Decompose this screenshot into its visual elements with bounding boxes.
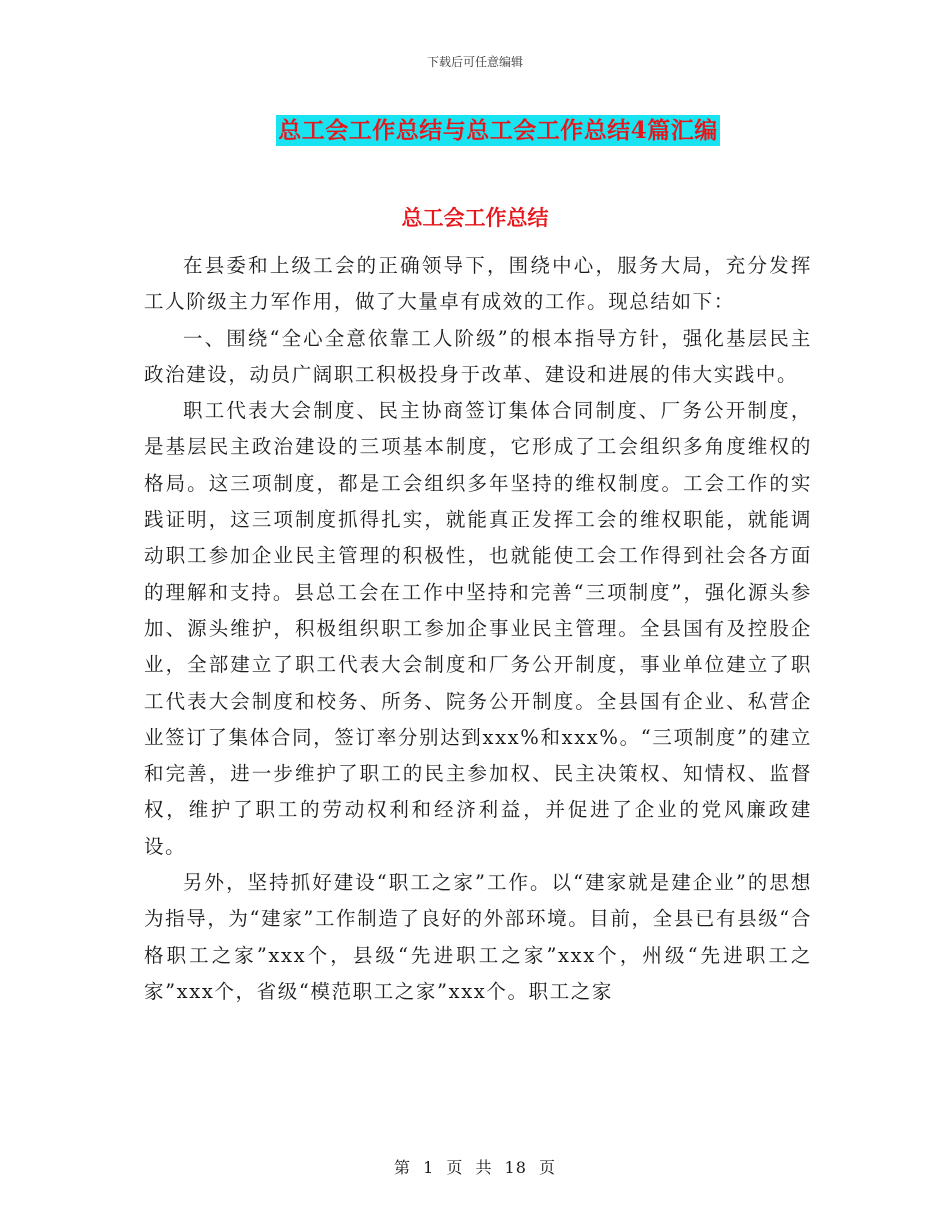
- document-title: [0, 112, 950, 145]
- page-footer: 第 1 页 共 18 页: [394, 1158, 556, 1177]
- paragraph-workers-home: 另外，坚持抓好建设“职工之家”工作。以“建家就是建企业”的思想为指导，为“建家”工作制造了良好的外部环境。目前，全县已有县级“合格职工之家”xxx个，县级“先进职工之家”xxx个，州级“先进职工之家”xxx个，省级“模范职工之家”xxx个。职工之家: [144, 871, 812, 1003]
- section-title: 总工会工作总结: [401, 205, 549, 230]
- document-body: [144, 248, 812, 1010]
- header-note: 下载后可任意编辑: [426, 55, 523, 69]
- paragraph-section-one: 一、围绕“全心全意依靠工人阶级”的根本指导方针，强化基层民主政治建设，动员广阔职工积极投身于改革、建设和进展的伟大实践中。: [144, 326, 812, 386]
- paragraph-three-systems: 职工代表大会制度、民主协商签订集体合同制度、厂务公开制度，是基层民主政治建设的三项基本制度，它形成了工会组织多角度维权的格局。这三项制度，都是工会组织多年坚持的维权制度。工会工作的实践证明，这三项制度抓得扎实，就能真正发挥工会的维权职能，就能调动职工参加企业民主管理的积极性，也就能使工会工作得到社会各方面的理解和支持。县总工会在工作中坚持和完善“三项制度”，强化源头参加、源头维护，积极组织职工参加企事业民主管理。全县国有及控股企业，全部建立了职工代表大会制度和厂务公开制度，事业单位建立了职工代表大会制度和校务、所务、院务公开制度。全县国有企业、私营企业签订了集体合同，签订率分别达到xxx%和xxx%。“三项制度”的建立和完善，进一步维护了职工的民主参加权、民主决策权、知情权、监督权，维护了职工的劳动权利和经济利益，并促进了企业的党风廉政建设。: [144, 399, 812, 858]
- document-title-text: 总工会工作总结与总工会工作总结4篇汇编: [278, 117, 718, 144]
- paragraph-intro: 在县委和上级工会的正确领导下，围绕中心，服务大局，充分发挥工人阶级主力军作用，做了大量卓有成效的工作。现总结如下：: [144, 254, 812, 314]
